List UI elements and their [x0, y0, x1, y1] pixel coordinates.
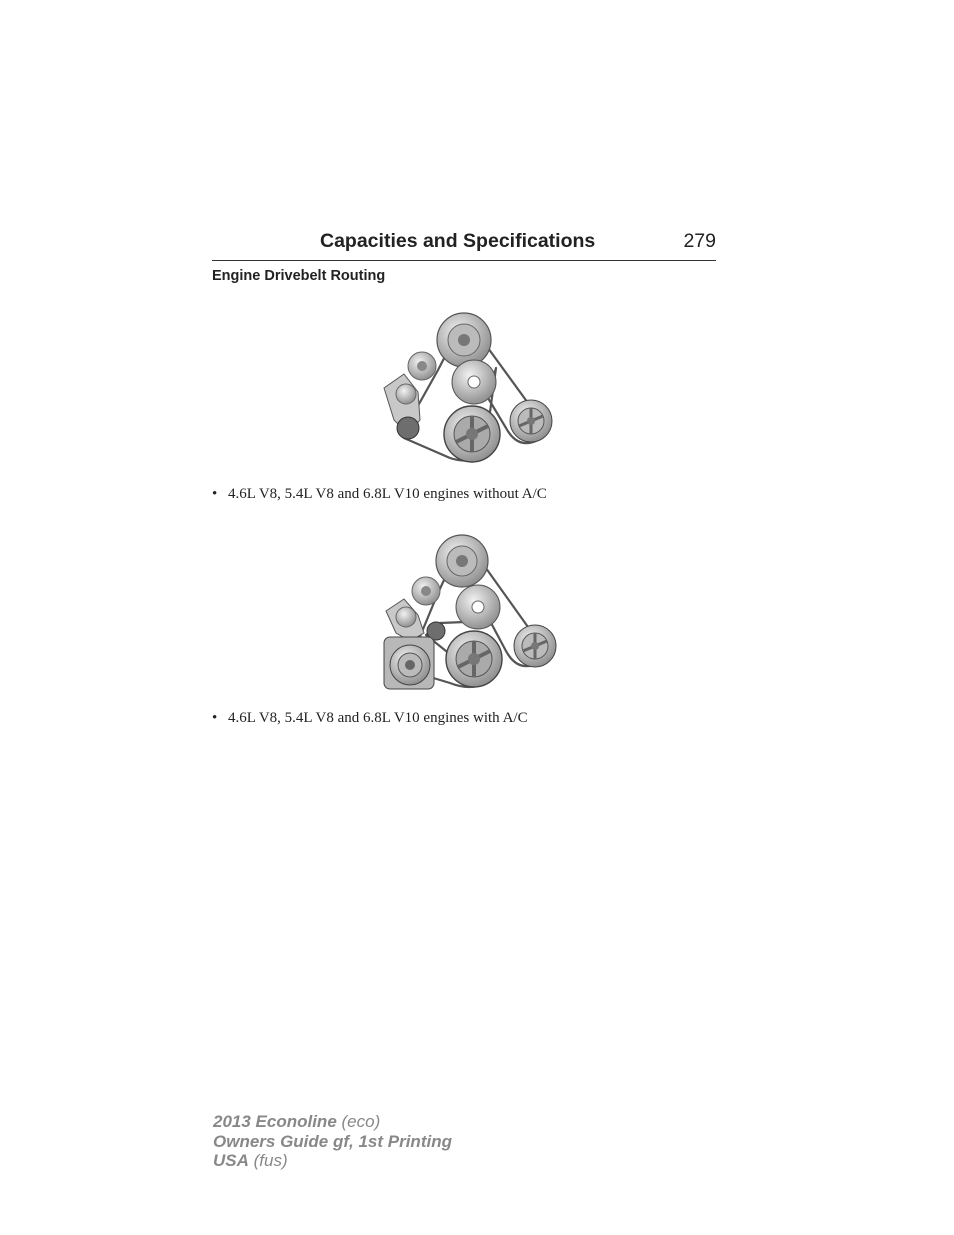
list-item	[212, 710, 528, 727]
drivebelt-diagram-without-ac	[378, 308, 558, 466]
footer-model: 2013 Econoline	[213, 1112, 337, 1131]
alternator-pulley	[437, 313, 491, 367]
list-item-text: 4.6L V8, 5.4L V8 and 6.8L V10 engines without A/C	[228, 486, 547, 502]
footer-edition: Owners Guide gf, 1st Printing	[213, 1131, 452, 1151]
section-heading: Engine Drivebelt Routing	[212, 268, 386, 284]
crankshaft-pulley	[444, 406, 500, 462]
water-pump-pulley	[456, 585, 500, 629]
footer-line	[213, 1151, 452, 1171]
page-number: 279	[683, 230, 716, 252]
idler-pulley	[412, 577, 440, 605]
bullet-marker: •	[212, 486, 218, 502]
bullet-marker: •	[212, 710, 218, 726]
list-item-text: 4.6L V8, 5.4L V8 and 6.8L V10 engines with A/C	[228, 710, 528, 726]
idler-pulley	[408, 352, 436, 380]
power-steering-pulley	[514, 625, 556, 667]
tensioner-bracket	[386, 599, 445, 641]
tensioner-bracket	[384, 374, 420, 439]
page-title: Capacities and Specifications	[320, 230, 596, 252]
alternator-pulley	[436, 535, 488, 587]
power-steering-pulley	[510, 400, 552, 442]
footer-line	[213, 1132, 452, 1152]
footer-market: USA	[213, 1151, 249, 1170]
water-pump-pulley	[452, 360, 496, 404]
footer-line	[213, 1112, 452, 1132]
footer-market-code: (fus)	[253, 1151, 288, 1170]
drivebelt-diagram-with-ac	[380, 531, 560, 693]
ac-compressor	[384, 637, 434, 689]
page-header	[212, 228, 716, 261]
page-footer	[213, 1112, 452, 1171]
list-item	[212, 486, 547, 503]
crankshaft-pulley	[446, 631, 502, 687]
footer-model-code: (eco)	[341, 1112, 381, 1131]
